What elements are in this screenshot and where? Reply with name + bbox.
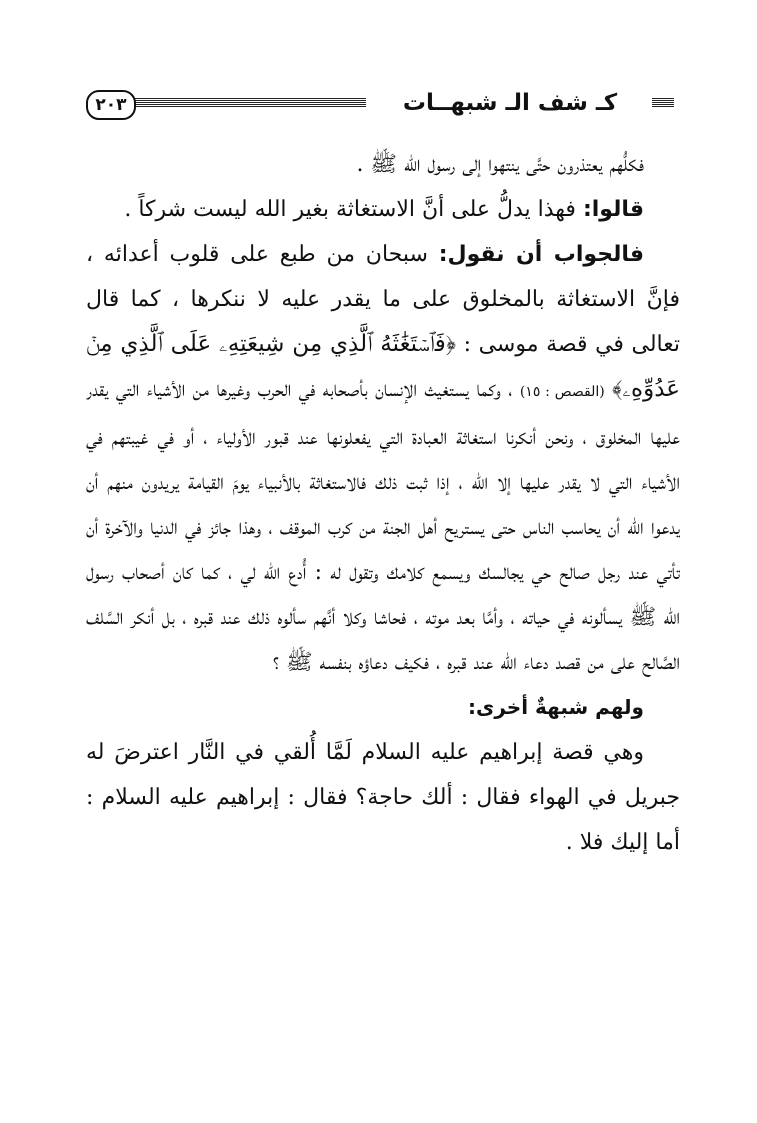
paragraph-1: فكلُّهم يعتذرون حتَّى ينتهوا إلى رسول الله ﷺ . <box>356 152 644 177</box>
page-number: ٢٠٣ <box>86 90 136 120</box>
verse-reference: (القصص : ١٥) <box>519 384 605 400</box>
section-heading: ولهم شبهةٌ أخرى: <box>468 695 644 719</box>
paragraph-2 <box>86 187 680 232</box>
paragraph-4: وهي قصة إبراهيم عليه السلام لَمَّا أُلقي في النَّار اعترضَ له جبريل في الهواء فقال : ألك حاجة؟ فقال : إبراهيم عليه السلام : أما إليك فلا . <box>86 740 680 855</box>
paragraph-3-lead: فالجواب أن نقول: <box>438 242 645 267</box>
page-header <box>86 86 686 122</box>
page-body <box>86 142 680 1022</box>
paragraph-2-lead: قالوا: <box>582 197 644 222</box>
header-rule-left <box>134 98 366 107</box>
paragraph-3-text-before-verse: سبحان من طبع على قلوب أعدائه ، فإنَّ الاستغاثة بالمخلوق على ما يقدر عليه لا ننكرها ، كما قال تعالى في قصة موسى : <box>86 242 680 357</box>
paragraph-3-text-after-verse: ، وكما يستغيث الإنسان بأصحابه في الحرب وغيرها من الأشياء التي يقدر عليها المخلوق ، ونحن أنكرنا استغاثة العبادة التي يفعلونها عند قبور الأولياء ، أو في غيبتهم في الأشياء التي لا يقدر عليها إلا الله ، إذا ثبت ذلك فالاستغاثة بالأنبياء يومَ القيامة يريدون منهم أن يدعوا الله أن يحاسب الناس حتى يستريح أهل الجنة من كرب الموقف ، وهذا جائز في الدنيا والآخرة أن تأتي عند رجل صالح حي يجالسك ويسمع كلامك وتقول له : أُدع الله لي ، كما كان أصحاب رسول الله ﷺ يسألونه في حياته ، وأمَّا بعد موته ، فحاشا وكلا أنَّهم سألوه ذلك عند قبره ، بل أنكر السَّلف الصَّالح على من قصد دعاء الله عند قبره ، فكيف دعاؤه بنفسه ﷺ ؟ <box>86 377 680 675</box>
paragraph-2-text: فهذا يدلُّ على أنَّ الاستغاثة بغير الله ليست شركاً . <box>124 197 583 222</box>
paragraph-3 <box>86 232 680 685</box>
header-rule-right <box>652 98 674 107</box>
running-title: كـ شف الـ شبهــات <box>402 90 618 116</box>
quran-verse: ﴿فَٱسۡتَغَٰثَهُ ٱلَّذِي مِن شِيعَتِهِۦ عَلَى ٱلَّذِي مِنۡ عَدُوِّهِۦ﴾ <box>86 331 680 402</box>
